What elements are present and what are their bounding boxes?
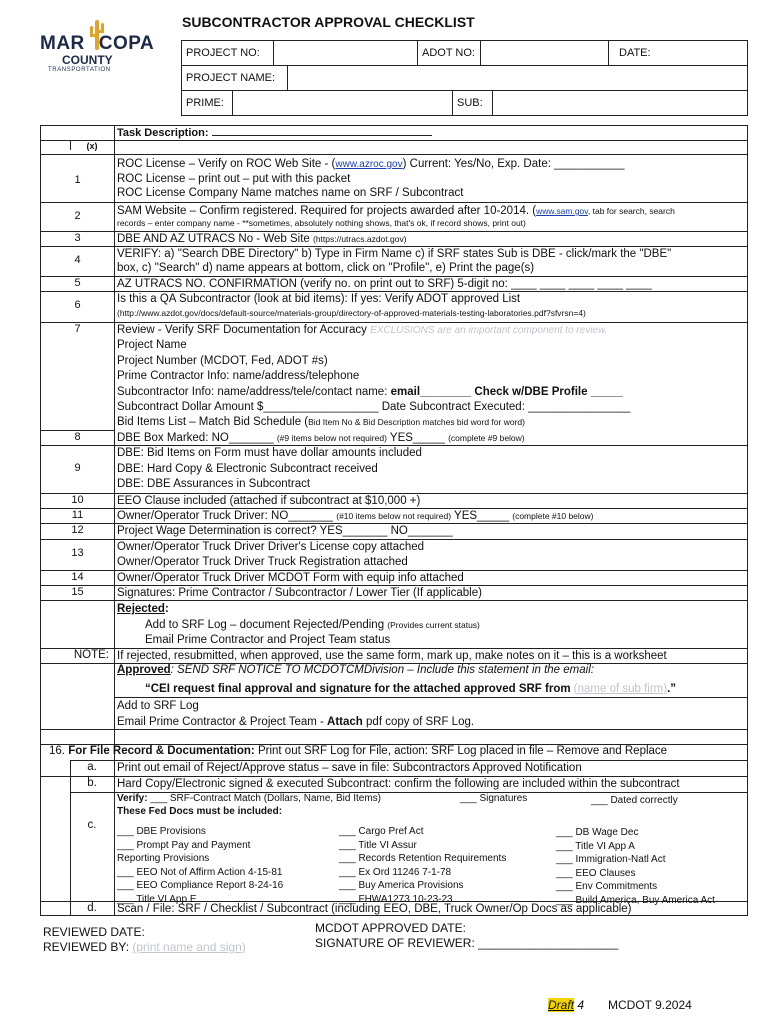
date-label: DATE: xyxy=(619,47,651,59)
row-2-text: SAM Website – Confirm registered. Required for projects awarded after 10-2014. (www.sam.gov, tab for search, search records – enter company name - **sometimes, absolutely nothing shows, that's ok, if record shows, print out) xyxy=(117,205,675,228)
row-d-text: Scan / File: SRF / Checklist / Subcontract (including EEO, DBE, Truck Owner/Op Docs as applicable) xyxy=(117,903,632,915)
row-number: 9 xyxy=(74,462,81,474)
row-number: 12 xyxy=(71,524,84,536)
row-number: 15 xyxy=(71,586,84,598)
project-name-field[interactable] xyxy=(288,65,747,90)
row-b-label: b. xyxy=(87,777,97,789)
row-7-text: Review - Verify SRF Documentation for Accuracy EXCLUSIONS are an important component to review. Project Name Project Number (MCDOT, Fed, ADOT #s) Prime Contractor Info: name/address/telephone Subcontractor Info: name/address/tele/contact name: email________ Check w/DBE Profile _____ Subcontract Dollar Amount $__________________ Date Subcontract Executed: ________________ Bid Items List – Match Bid Schedule (Bid Item No & Bid Description matches bid word for word) xyxy=(117,324,631,429)
fed-docs-col3: ___ DB Wage Dec ___ Title VI App A ___ Immigration-Natl Act ___ EEO Clauses ___ Env Commitments ___ Build America, Buy America Act xyxy=(556,827,715,906)
row-number: 7 xyxy=(74,323,81,335)
row-b-text: Hard Copy/Electronic signed & executed Subcontract: confirm the following are included within the subcontract xyxy=(117,778,680,790)
row-8-text: DBE Box Marked: NO_______ (#9 items below not required) YES_____ (complete #9 below) xyxy=(117,432,525,444)
prime-label: PRIME: xyxy=(182,90,233,115)
draft-label: Draft 4 xyxy=(548,998,585,1012)
approved-section: Approved: SEND SRF NOTICE TO MCDOTCMDivision – Include this statement in the email: “CEI request final approval and signature for the attached approved SRF from (name of sub firm).” xyxy=(117,664,677,695)
page-title: SUBCONTRACTOR APPROVAL CHECKLIST xyxy=(182,14,475,30)
sub-field[interactable] xyxy=(493,90,747,115)
logo-text-copa: COPA xyxy=(98,33,155,54)
row-number: 14 xyxy=(71,571,84,583)
x-column-label: (x) xyxy=(86,141,98,151)
row-14-text: Owner/Operator Truck Driver MCDOT Form with equip info attached xyxy=(117,572,464,584)
row-9-text: DBE: Bid Items on Form must have dollar amounts included DBE: Hard Copy & Electronic Subcontract received DBE: DBE Assurances in Subcontract xyxy=(117,447,422,490)
rejected-section: Rejected: Add to SRF Log – document Rejected/Pending (Provides current status) Email Prime Contractor and Project Team status xyxy=(117,603,480,646)
row-11-text: Owner/Operator Truck Driver: NO_______ (#10 items below not required) YES_____ (complete #10 below) xyxy=(117,510,594,522)
row-a-label: a. xyxy=(87,761,97,773)
row-a-text: Print out email of Reject/Approve status – save in file: Subcontractors Approved Notification xyxy=(117,762,582,774)
row-number: 1 xyxy=(74,174,81,186)
row-10-text: EEO Clause included (attached if subcontract at $10,000 +) xyxy=(117,495,421,507)
fed-docs-col2: ___ Cargo Pref Act ___ Title VI Assur ___ Records Retention Requirements ___ Ex Ord 11246 7-1-78 ___ Buy America Provisions ___ FHWA1273 10-23-23 xyxy=(339,826,507,905)
date-field[interactable] xyxy=(609,41,747,65)
row-number: 8 xyxy=(74,431,81,443)
logo-county: COUNTY xyxy=(62,53,113,67)
project-no-label: PROJECT NO: xyxy=(182,41,274,65)
row-number: 4 xyxy=(74,254,81,266)
row-number: 11 xyxy=(71,509,84,521)
print-name-sign[interactable]: (print name and sign) xyxy=(132,940,246,954)
row-number: 10 xyxy=(71,494,84,506)
row-number: 6 xyxy=(74,299,81,311)
adot-no-label: ADOT NO: xyxy=(418,41,481,65)
row-4-text: VERIFY: a) "Search DBE Directory" b) Type in Firm Name c) if SRF states Sub is DBE - click/mark the "DBE" box, c) "Search" d) name appears at bottom, click on "Profile", e) Print the page(s) xyxy=(117,248,672,274)
note-label: NOTE: xyxy=(73,649,109,661)
row-3-text: DBE AND AZ UTRACS No - Web Site (https://utracs.azdot.gov) xyxy=(117,233,407,245)
logo-text-mar: MAR xyxy=(40,33,85,54)
signature-of-reviewer[interactable]: SIGNATURE OF REVIEWER: _____________________ xyxy=(315,936,619,950)
signatures-check: ___ Signatures xyxy=(460,793,528,804)
row-6-text: Is this a QA Subcontractor (look at bid items): If yes: Verify ADOT approved List (http://www.azdot.gov/docs/default-source/materials-group/directory-of-approved-materials-testing-laboratories.pdf?sfvrsn=4) xyxy=(117,293,586,318)
project-no-field[interactable] xyxy=(274,41,418,65)
prime-field[interactable] xyxy=(233,90,453,115)
row-1-text: ROC License – Verify on ROC Web Site - (www.azroc.gov) Current: Yes/No, Exp. Date: ___________ ROC License – print out – put with this packet ROC License Company Name matches name on SRF / Subcontract xyxy=(117,158,625,199)
mcdot-approved-date-label: MCDOT APPROVED DATE: xyxy=(315,921,466,935)
utracs-link[interactable]: (https://utracs.azdot.gov) xyxy=(312,234,407,244)
fed-docs-col1: ___ DBE Provisions ___ Prompt Pay and Payment Reporting Provisions ___ EEO Not of Affirm Action 4-15-81 ___ EEO Compliance Report 8-24-16 ___ Title VI App E xyxy=(117,826,284,905)
row-d-label: d. xyxy=(87,902,97,914)
row-c-label: c. xyxy=(87,819,97,831)
row-number: 13 xyxy=(71,547,84,559)
task-description-label: Task Description: xyxy=(117,127,209,139)
mcdot-logo xyxy=(40,18,155,78)
adot-no-field[interactable] xyxy=(481,41,609,65)
dated-check: ___ Dated correctly xyxy=(591,795,678,806)
azroc-link[interactable]: www.azroc.gov xyxy=(335,159,403,170)
row-15-text: Signatures: Prime Contractor / Subcontractor / Lower Tier (If applicable) xyxy=(117,587,482,599)
version-label: MCDOT 9.2024 xyxy=(608,998,692,1012)
verify-line: Verify: ___ SRF-Contract Match (Dollars, Name, Bid Items) xyxy=(117,793,381,804)
row-number: 5 xyxy=(74,277,81,289)
logo-transportation: TRANSPORTATION xyxy=(48,67,111,73)
row-13-text: Owner/Operator Truck Driver Driver's License copy attached Owner/Operator Truck Driver Truck Registration attached xyxy=(117,541,425,568)
checklist-table xyxy=(40,125,748,916)
sub-label: SUB: xyxy=(453,90,493,115)
reviewed-by-line: REVIEWED BY: (print name and sign) xyxy=(43,940,246,954)
project-name-label: PROJECT NAME: xyxy=(182,65,288,90)
reviewed-date-label: REVIEWED DATE: xyxy=(43,925,145,939)
row-16-text: 16. For File Record & Documentation: Print out SRF Log for File, action: SRF Log placed in file – Remove and Replace xyxy=(49,745,668,757)
row-12-text: Project Wage Determination is correct? YES_______ NO_______ xyxy=(117,525,453,537)
note-text: If rejected, resubmitted, when approved, use the same form, mark up, make notes on it – this is a worksheet xyxy=(117,650,667,662)
fed-docs-label: These Fed Docs must be included: xyxy=(117,806,283,817)
row-5-text: AZ UTRACS NO. CONFIRMATION (verify no. on print out to SRF) 5-digit no: ____ ____ ____ ____ ____ xyxy=(117,278,652,290)
sam-link[interactable]: www.sam.gov xyxy=(536,206,588,216)
row-number: 2 xyxy=(74,210,81,222)
add-srf-log: Add to SRF Log xyxy=(117,700,199,712)
email-attach-line: Email Prime Contractor & Project Team - Attach pdf copy of SRF Log. xyxy=(117,715,475,728)
row-number: 3 xyxy=(74,232,81,244)
project-header-box xyxy=(181,40,748,116)
